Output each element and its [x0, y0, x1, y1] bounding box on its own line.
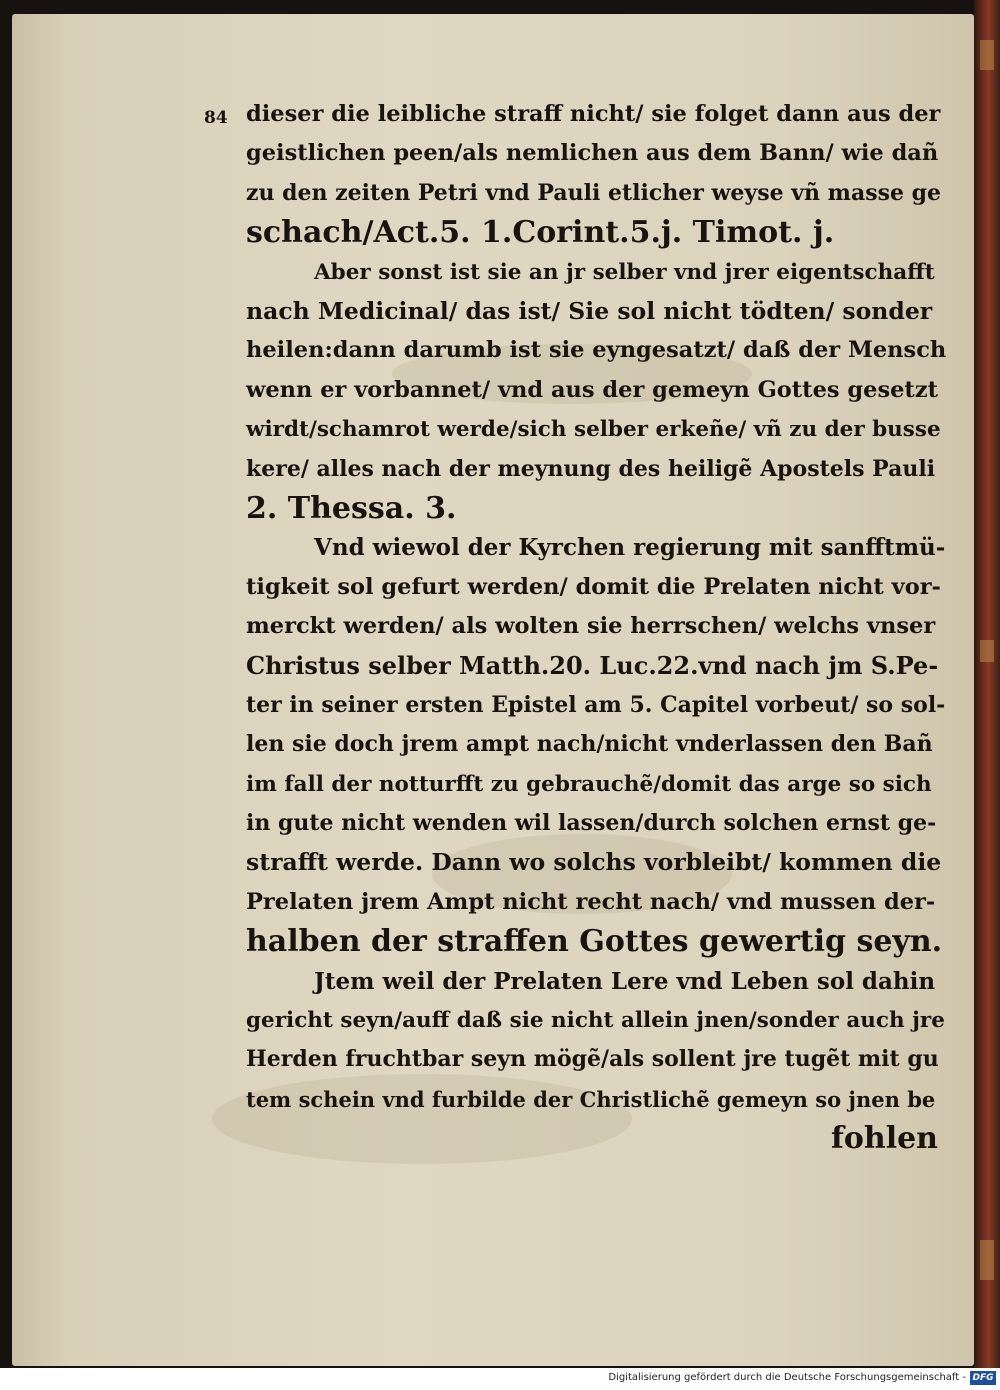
footer-credit: Digitalisierung gefördert durch die Deutsche Forschungsgemeinschaft - [608, 1372, 966, 1383]
text-line: halben der straffen Gottes gewertig seyn. [246, 924, 943, 960]
text-line: merckt werden/ als wolten sie herrschen/ welchs vnser [246, 613, 936, 640]
spine-decoration [980, 40, 994, 70]
text-line: heilen:dann darumb ist sie eyngesatzt/ daß der Mensch [246, 337, 947, 364]
text-line: ter in seiner ersten Epistel am 5. Capitel vorbeut/ so sol- [246, 691, 946, 718]
text-line: zu den zeiten Petri vnd Pauli etlicher weyse vñ masse ge [246, 179, 942, 206]
text-line: Prelaten jrem Ampt nicht recht nach/ vnd mussen der- [246, 888, 936, 915]
text-line: in gute nicht wenden wil lassen/durch solchen ernst ge- [246, 810, 937, 837]
text-line: Vnd wiewol der Kyrchen regierung mit sanfftmü- [314, 534, 946, 562]
text-line: nach Medicinal/ das ist/ Sie sol nicht tödten/ sonder [246, 296, 933, 325]
dfg-logo: DFG [970, 1371, 996, 1385]
text-line: wirdt/schamrot werde/sich selber erkeñe/ vñ zu der busse [246, 417, 941, 443]
text-line: Herden fruchtbar seyn mögẽ/als sollent jre tugẽt mit gu [246, 1046, 939, 1073]
text-line: tem schein vnd furbilde der Christlichẽ gemeyn so jnen be [246, 1086, 936, 1112]
footer-bar [0, 1368, 1000, 1390]
text-line: gericht seyn/auff daß sie nicht allein jnen/sonder auch jre [246, 1007, 945, 1033]
text-line: strafft werde. Dann wo solchs vorbleibt/ kommen die [246, 848, 942, 877]
text-line: Aber sonst ist sie an jr selber vnd jrer eigentschafft [314, 259, 935, 285]
text-line: dieser die leibliche straff nicht/ sie folget dann aus der [246, 101, 941, 127]
text-line: geistlichen peen/als nemlichen aus dem Bann/ wie dañ [246, 140, 939, 167]
text-line: len sie doch jrem ampt nach/nicht vnderlassen den Bañ [246, 731, 933, 758]
page-text [246, 95, 946, 1159]
catchword: fohlen [830, 1121, 938, 1157]
text-line: schach/Act.5. 1.Corint.5.j. Timot. j. [246, 215, 835, 251]
text-line: im fall der notturfft zu gebrauchẽ/domit das arge so sich [246, 771, 932, 797]
text-line: Christus selber Matth.20. Luc.22.vnd nach jm S.Pe- [246, 651, 939, 681]
text-line: 2. Thessa. 3. [246, 490, 457, 526]
page-number: 84 [204, 108, 228, 128]
spine-decoration [980, 640, 994, 662]
spine-decoration [980, 1240, 994, 1280]
text-line: kere/ alles nach der meynung des heiligẽ Apostels Pauli [246, 455, 936, 482]
text-line: tigkeit sol gefurt werden/ domit die Prelaten nicht vor- [246, 573, 941, 600]
book-spine [974, 0, 1000, 1368]
text-line: Jtem weil der Prelaten Lere vnd Leben sol dahin [314, 967, 936, 995]
text-line: wenn er vorbannet/ vnd aus der gemeyn Gottes gesetzt [246, 376, 938, 403]
